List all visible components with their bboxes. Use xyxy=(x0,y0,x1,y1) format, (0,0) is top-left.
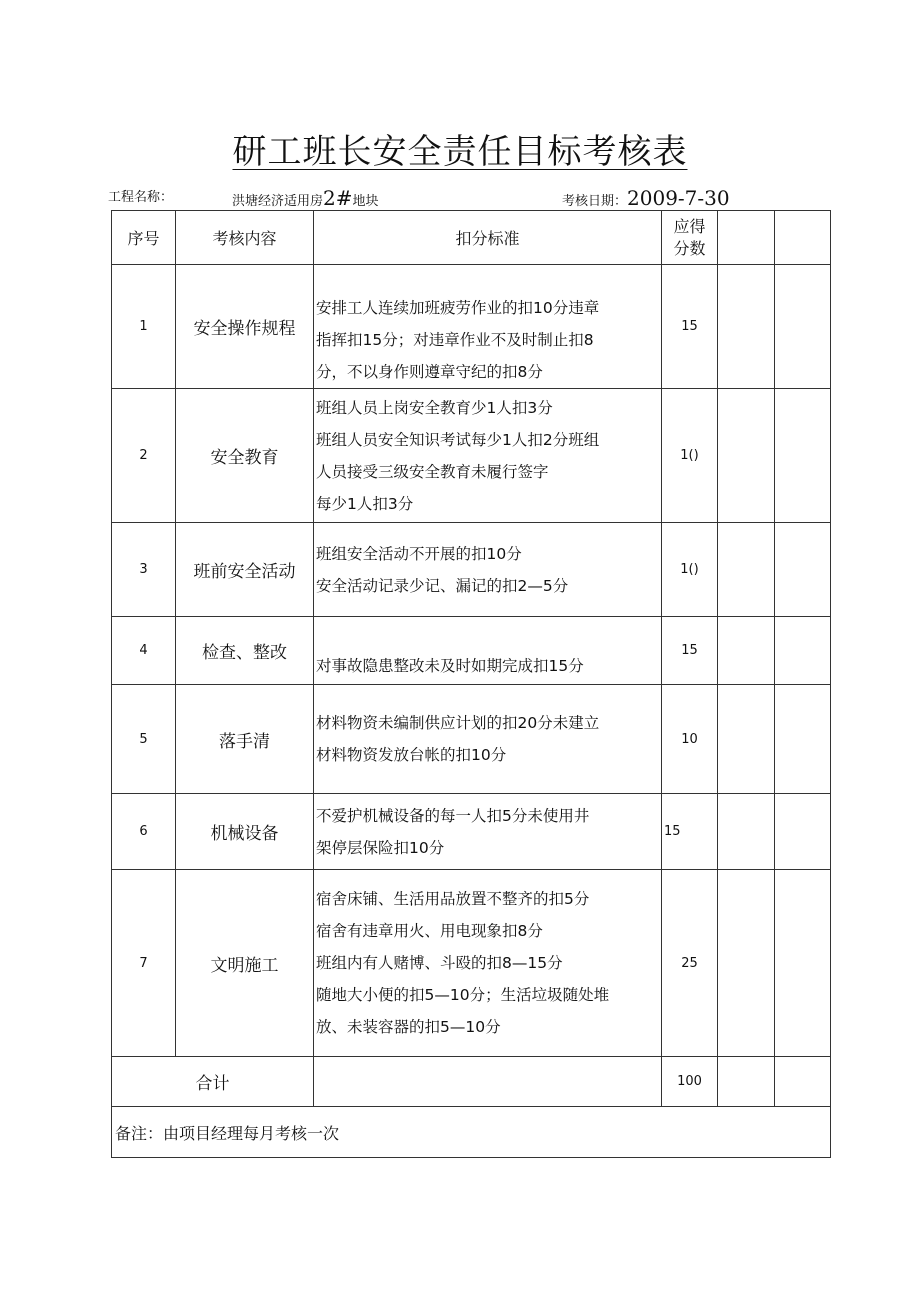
row-blank-2 xyxy=(775,794,831,870)
row-content: 检查、整改 xyxy=(176,617,314,685)
row-standard: 对事故隐患整改未及时如期完成扣15分 xyxy=(314,617,662,685)
table-row xyxy=(112,794,831,870)
assessment-table xyxy=(111,210,831,1158)
row-score: 25 xyxy=(662,870,718,1057)
row-blank-2 xyxy=(775,265,831,389)
row-blank-2 xyxy=(775,523,831,617)
header-content: 考核内容 xyxy=(176,211,314,265)
row-blank-1 xyxy=(718,794,775,870)
row-no: 7 xyxy=(112,870,176,1057)
row-standard: 不爱护机械设备的每一人扣5分未使用井 架停层保险扣10分 xyxy=(314,794,662,870)
row-standard: 班组安全活动不开展的扣10分 安全活动记录少记、漏记的扣2—5分 xyxy=(314,523,662,617)
page-title: 研工班长安全责任目标考核表 xyxy=(232,132,688,172)
table-row xyxy=(112,265,831,389)
row-score: 1() xyxy=(662,523,718,617)
row-no: 4 xyxy=(112,617,176,685)
row-standard: 安排工人连续加班疲劳作业的扣10分违章 指挥扣15分；对违章作业不及时制止扣8 分，不以身作则遵章守纪的扣8分 xyxy=(314,265,662,389)
row-content: 安全操作规程 xyxy=(176,265,314,389)
project-label: 工程名称： xyxy=(108,190,174,205)
row-no: 3 xyxy=(112,523,176,617)
total-standard-blank xyxy=(314,1057,662,1107)
row-blank-2 xyxy=(775,389,831,523)
row-content: 班前安全活动 xyxy=(176,523,314,617)
row-standard: 材料物资未编制供应计划的扣20分未建立 材料物资发放台帐的扣10分 xyxy=(314,685,662,794)
total-row xyxy=(112,1057,831,1107)
total-score: 100 xyxy=(662,1057,718,1107)
header-blank-1 xyxy=(718,211,775,265)
project-name: 洪塘经济适用房2#地块 xyxy=(232,186,379,210)
row-content: 安全教育 xyxy=(176,389,314,523)
row-blank-2 xyxy=(775,685,831,794)
row-blank-1 xyxy=(718,523,775,617)
table-row xyxy=(112,389,831,523)
row-content: 落手清 xyxy=(176,685,314,794)
row-blank-1 xyxy=(718,1057,775,1107)
inspection-date: 考核日期：2009-7-30 xyxy=(562,186,730,210)
row-no: 5 xyxy=(112,685,176,794)
row-score: 15 xyxy=(662,794,718,870)
row-no: 1 xyxy=(112,265,176,389)
table-row xyxy=(112,617,831,685)
row-blank-1 xyxy=(718,685,775,794)
row-blank-1 xyxy=(718,617,775,685)
row-blank-1 xyxy=(718,870,775,1057)
row-content: 文明施工 xyxy=(176,870,314,1057)
row-blank-2 xyxy=(775,870,831,1057)
total-label: 合计 xyxy=(112,1057,314,1107)
header-no: 序号 xyxy=(112,211,176,265)
row-blank-2 xyxy=(775,617,831,685)
row-blank-1 xyxy=(718,265,775,389)
row-score: 15 xyxy=(662,265,718,389)
row-standard: 宿舍床铺、生活用品放置不整齐的扣5分 宿舍有违章用火、用电现象扣8分 班组内有人赌博、斗殴的扣8—15分 随地大小便的扣5—10分；生活垃圾随处堆 放、未装容器的扣5—10分 xyxy=(314,870,662,1057)
header-standard: 扣分标准 xyxy=(314,211,662,265)
row-blank-1 xyxy=(718,389,775,523)
row-score: 10 xyxy=(662,685,718,794)
row-score: 15 xyxy=(662,617,718,685)
header-blank-2 xyxy=(775,211,831,265)
row-no: 2 xyxy=(112,389,176,523)
remark-text: 备注：由项目经理每月考核一次 xyxy=(112,1107,831,1158)
table-header-row xyxy=(112,211,831,265)
table-row xyxy=(112,523,831,617)
row-content: 机械设备 xyxy=(176,794,314,870)
table-row xyxy=(112,870,831,1057)
table-row xyxy=(112,685,831,794)
header-score: 应得 分数 xyxy=(662,211,718,265)
row-score: 1() xyxy=(662,389,718,523)
remark-row xyxy=(112,1107,831,1158)
row-no: 6 xyxy=(112,794,176,870)
row-standard: 班组人员上岗安全教育少1人扣3分 班组人员安全知识考试每少1人扣2分班组 人员接受三级安全教育未履行签字 每少1人扣3分 xyxy=(314,389,662,523)
row-blank-2 xyxy=(775,1057,831,1107)
